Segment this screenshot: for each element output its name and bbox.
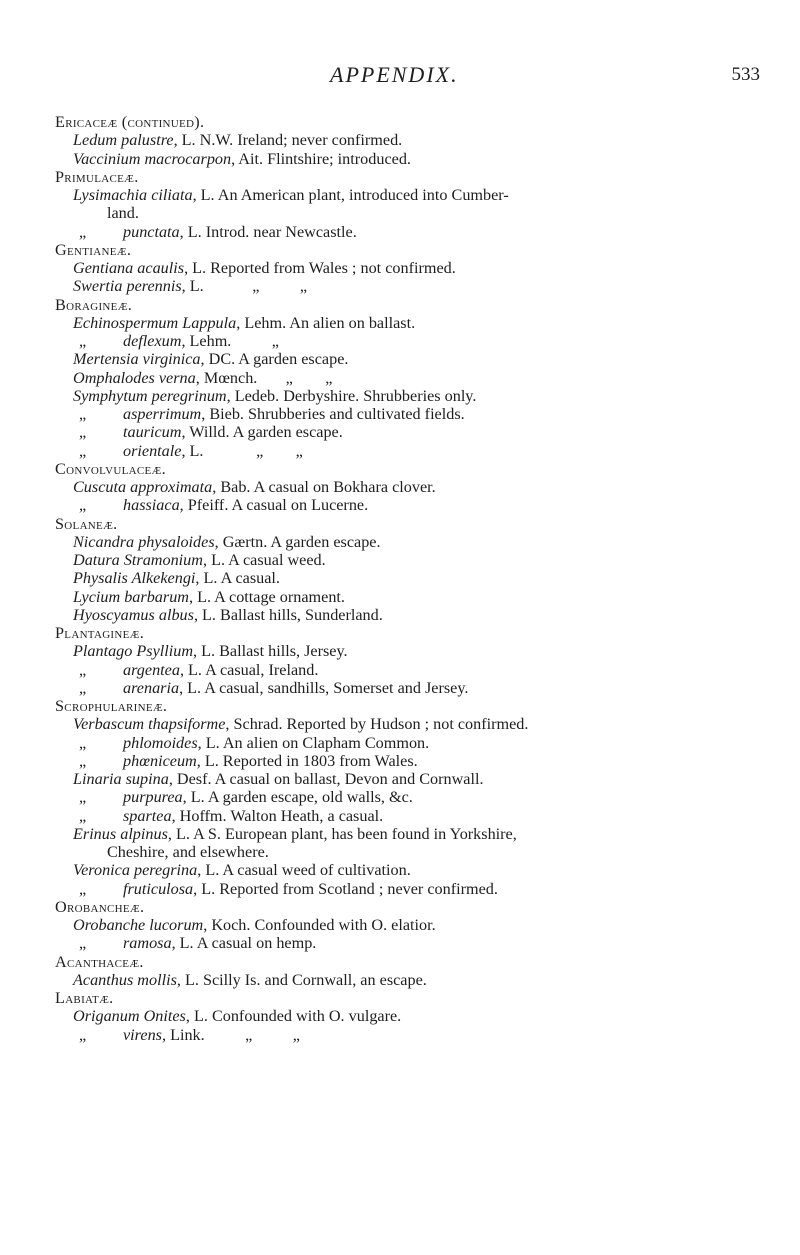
species-note: , L. Ballast hills, Sunderland. [193,605,383,624]
species-note: , L. Scilly Is. and Cornwall, an escape. [176,970,427,989]
species-entry [55,150,775,168]
species-entry [55,423,775,441]
species-entry [55,606,775,624]
species-entry [55,131,775,149]
ditto-mark: „ [79,1025,87,1044]
species-entry [55,350,775,368]
species-note: , Bab. A casual on Bokhara clover. [212,478,436,496]
species-name: arenaria [123,678,180,697]
page-number: 533 [731,64,760,85]
species-note: , Mœnch. „ „ [195,368,333,387]
species-entry [55,533,775,551]
species-note: , Bieb. Shrubberies and cultivated fields. [201,405,465,423]
species-entry [55,387,775,405]
species-name: Vaccinium macrocarpon [73,149,232,168]
species-note: , L. A casual, Ireland. [179,660,319,679]
species-entry [55,934,775,952]
species-name: spartea [123,806,172,825]
ditto-mark: „ [79,751,87,770]
ditto-mark: „ [79,934,87,953]
species-note: , L. Reported from Scotland ; never confirmed. [193,879,498,898]
family-heading: Acanthaceæ. [55,952,144,971]
species-entry [55,916,775,934]
species-note: , L. A S. European plant, has been found in Yorkshire, [167,824,517,843]
species-name: Omphalodes verna [73,368,196,387]
species-note: , L. A casual on hemp. [171,934,317,953]
species-entry [55,569,775,587]
species-name: phlomoides [123,733,198,752]
species-note: , Link. „ „ [161,1025,300,1044]
species-note: , L. A casual, sandhills, Somerset and Jersey. [179,678,469,697]
family-heading: Convolvulaceæ. [55,459,166,478]
species-name: Orobanche lucorum [73,916,204,934]
species-entry [55,788,775,806]
family-heading: Gentianeæ. [55,240,132,259]
species-name: Verbascum thapsiforme [73,715,226,734]
species-note: , L. Reported in 1803 from Wales. [196,751,418,770]
species-entry [55,186,775,204]
species-name: hassiaca [123,496,180,515]
species-name: Datura Stramonium [73,551,203,569]
ditto-mark: „ [79,678,87,697]
species-entry [55,259,775,277]
ditto-mark: „ [79,806,87,825]
species-name: virens [123,1025,162,1044]
species-name: Symphytum peregrinum [73,386,227,405]
species-name: Echinospermum Lappula [73,313,237,332]
species-note: , Lehm. „ [181,332,279,350]
species-note: , L. Confounded with O. vulgare. [185,1007,402,1026]
species-entry [55,551,775,569]
species-note: , L. „ „ [181,277,308,296]
species-entry [55,223,775,241]
species-name: tauricum [123,423,182,442]
ditto-mark: „ [79,733,87,752]
family-heading: Orobancheæ. [55,897,145,916]
species-note: , L. A casual. [195,569,280,588]
species-name: deflexum [123,332,182,350]
species-entry [55,807,775,825]
species-name: Erinus alpinus [73,824,168,843]
ditto-mark: „ [79,496,87,515]
plant-list [55,113,775,1044]
species-entry [55,496,775,514]
species-entry [55,369,775,387]
species-entry [55,478,775,496]
species-name: asperrimum [123,405,202,423]
species-entry [55,1007,775,1025]
species-note: , L. A garden escape, old walls, &c. [182,788,413,807]
species-note: , Lehm. An alien on ballast. [236,313,416,332]
family-heading: Plantagineæ. [55,624,145,642]
entry-continuation: Cheshire, and elsewhere. [107,843,269,861]
species-note: , L. Introd. near Newcastle. [179,222,357,241]
species-name: fruticulosa [123,879,194,898]
ditto-mark: „ [79,788,87,807]
species-name: Veronica peregrina [73,861,198,880]
species-name: Nicandra physaloides [73,532,215,551]
species-entry [55,861,775,879]
species-name: Linaria supina [73,770,169,788]
species-entry [55,314,775,332]
species-name: Lycium barbarum [73,587,189,606]
species-note: , L. Ballast hills, Jersey. [193,642,348,661]
species-name: Physalis Alkekengi [73,569,196,588]
species-entry [55,642,775,660]
species-name: ramosa [123,934,172,953]
family-heading: Labiatæ. [55,989,114,1007]
running-title: APPENDIX. [330,62,459,87]
species-name: orientale [123,441,182,460]
page-header [0,62,800,92]
species-entry [55,277,775,295]
species-note: , Ledeb. Derbyshire. Shrubberies only. [226,386,477,405]
species-note: , L. „ „ [181,441,303,460]
species-name: argentea [123,660,180,679]
species-entry [55,332,775,350]
ditto-mark: „ [79,879,87,898]
ditto-mark: „ [79,423,87,442]
species-note: , Pfeiff. A casual on Lucerne. [179,496,369,515]
ditto-mark: „ [79,222,87,241]
species-note: , L. A cottage ornament. [188,587,345,606]
entry-continuation: land. [107,204,139,223]
species-note: , L. N.W. Ireland; never confirmed. [173,131,403,150]
ditto-mark: „ [79,660,87,679]
species-name: Mertensia virginica [73,350,201,369]
species-entry [55,405,775,423]
species-name: Swertia perennis [73,277,182,296]
family-heading: Scrophularineæ. [55,697,168,715]
species-note: , Desf. A casual on ballast, Devon and Cornwall. [168,770,484,788]
species-note: , L. A casual weed. [202,551,326,569]
species-name: Ledum palustre [73,131,174,150]
species-name: Origanum Onites [73,1007,186,1026]
species-name: purpurea [123,788,183,807]
species-entry [55,734,775,752]
family-heading: Boragineæ. [55,295,133,314]
species-note: , L. A casual weed of cultivation. [197,861,411,880]
species-entry [55,1026,775,1044]
species-name: Plantago Psyllium [73,642,194,661]
species-entry [55,880,775,898]
species-name: Hyoscyamus albus [73,605,194,624]
ditto-mark: „ [79,332,87,350]
species-name: Cuscuta approximata [73,478,213,496]
species-name: phœniceum [123,751,197,770]
species-entry [55,661,775,679]
species-name: Gentiana acaulis [73,259,185,277]
species-note: , Ait. Flintshire; introduced. [231,149,411,168]
species-name: Lysimachia ciliata [73,186,193,204]
species-name: punctata [123,222,180,241]
species-entry [55,752,775,770]
species-note: , Hoffm. Walton Heath, a casual. [171,806,384,825]
species-entry [55,825,775,843]
ditto-mark: „ [79,441,87,460]
family-heading: Primulaceæ. [55,167,139,186]
species-entry [55,679,775,697]
species-entry [55,588,775,606]
species-note: , L. An alien on Clapham Common. [197,733,430,752]
species-note: , Koch. Confounded with O. elatior. [203,916,436,934]
ditto-mark: „ [79,405,87,423]
species-note: , L. Reported from Wales ; not confirmed. [184,259,456,277]
species-note: , Schrad. Reported by Hudson ; not confirmed. [225,715,529,734]
family-heading: Ericaceæ (continued). [55,113,205,131]
species-note: , Gærtn. A garden escape. [214,532,381,551]
family-heading: Solaneæ. [55,514,118,533]
species-entry [55,715,775,733]
species-entry [55,442,775,460]
species-entry [55,971,775,989]
species-entry [55,770,775,788]
species-note: , Willd. A garden escape. [181,423,343,442]
species-note: , L. An American plant, introduced into Cumber- [192,186,509,204]
species-note: , DC. A garden escape. [200,350,349,369]
species-name: Acanthus mollis [73,970,177,989]
